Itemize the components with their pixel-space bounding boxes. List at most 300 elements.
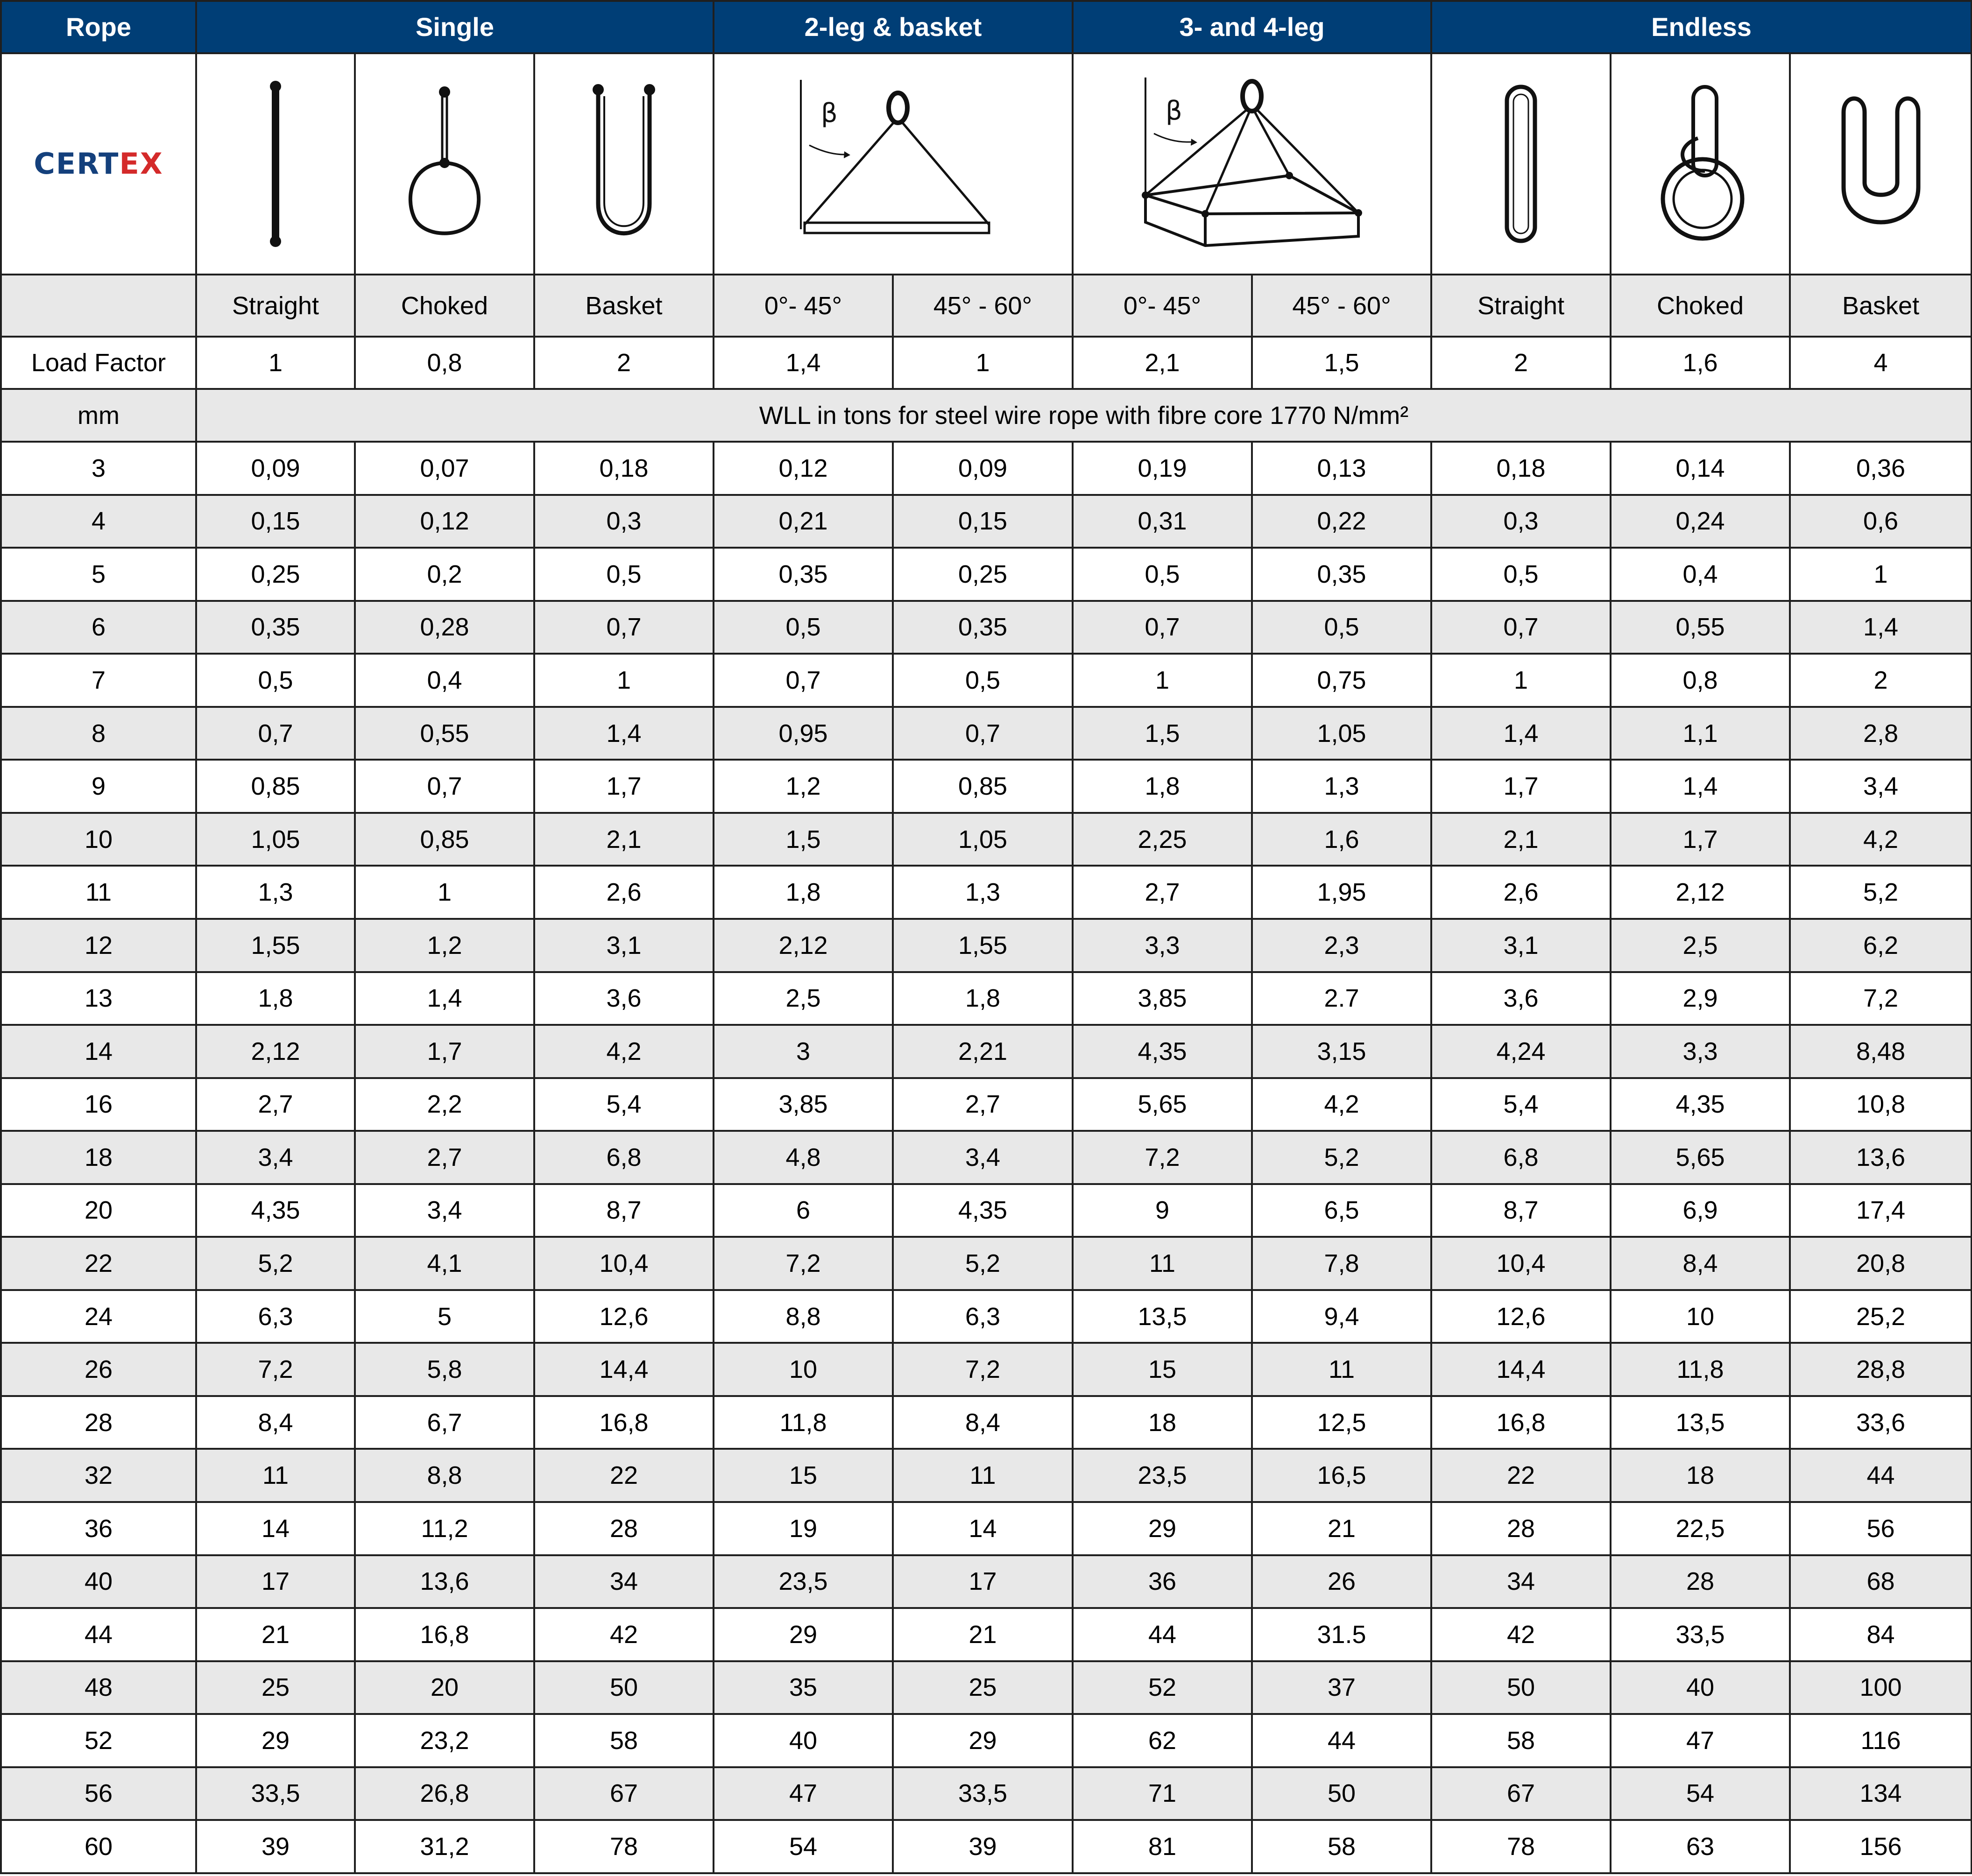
load-factor-value: 1,4: [714, 337, 893, 389]
wll-cell: 0,4: [355, 654, 534, 707]
wll-cell: 1,8: [893, 972, 1073, 1025]
straight-sling-icon: [196, 53, 355, 275]
basket-sling-icon: [534, 53, 714, 275]
wll-cell: 2,12: [714, 919, 893, 972]
wll-cell: 7,8: [1252, 1237, 1431, 1290]
wll-cell: 34: [534, 1555, 714, 1608]
wll-cell: 4,24: [1431, 1025, 1611, 1078]
wll-cell: 37: [1252, 1661, 1431, 1714]
wll-cell: 4,35: [1611, 1078, 1790, 1131]
wll-cell: 1: [534, 654, 714, 707]
wll-cell: 16,8: [1431, 1396, 1611, 1449]
rope-diameter-cell: 11: [1, 866, 196, 919]
rope-diameter-cell: 26: [1, 1343, 196, 1396]
load-factor-row: [1, 337, 1972, 389]
wll-cell: 9,4: [1252, 1290, 1431, 1343]
wll-cell: 44: [1790, 1449, 1972, 1502]
wll-cell: 0,7: [1431, 601, 1611, 654]
sublabel: 0°- 45°: [1073, 275, 1252, 337]
wll-cell: 8,8: [714, 1290, 893, 1343]
wll-cell: 42: [1431, 1608, 1611, 1661]
wll-cell: 6,3: [893, 1290, 1073, 1343]
load-factor-value: 0,8: [355, 337, 534, 389]
wll-cell: 0,12: [355, 495, 534, 548]
wll-cell: 1: [1431, 654, 1611, 707]
wll-cell: 0,2: [355, 548, 534, 601]
rope-diameter-cell: 36: [1, 1502, 196, 1555]
rope-diameter-cell: 16: [1, 1078, 196, 1131]
wll-cell: 44: [1252, 1714, 1431, 1767]
wll-cell: 4,8: [714, 1131, 893, 1184]
wll-cell: 40: [714, 1714, 893, 1767]
wll-cell: 23,2: [355, 1714, 534, 1767]
wll-cell: 2,7: [196, 1078, 355, 1131]
wll-cell: 12,6: [1431, 1290, 1611, 1343]
wll-cell: 0,12: [714, 442, 893, 495]
table-row: [1, 1343, 1972, 1396]
wll-cell: 13,5: [1611, 1396, 1790, 1449]
wll-cell: 25: [893, 1661, 1073, 1714]
wll-cell: 0,7: [196, 707, 355, 760]
wll-cell: 22: [534, 1449, 714, 1502]
wll-cell: 3: [714, 1025, 893, 1078]
wll-cell: 1,2: [714, 760, 893, 813]
wll-cell: 54: [1611, 1767, 1790, 1820]
wll-cell: 58: [1431, 1714, 1611, 1767]
wll-cell: 28: [534, 1502, 714, 1555]
wll-cell: 0,3: [1431, 495, 1611, 548]
wll-cell: 0,24: [1611, 495, 1790, 548]
wll-cell: 62: [1073, 1714, 1252, 1767]
sublabel: Choked: [1611, 275, 1790, 337]
wll-cell: 0,5: [1073, 548, 1252, 601]
wll-cell: 33,5: [893, 1767, 1073, 1820]
wll-cell: 0,35: [196, 601, 355, 654]
wll-cell: 2,12: [196, 1025, 355, 1078]
wll-cell: 50: [534, 1661, 714, 1714]
wll-cell: 2,21: [893, 1025, 1073, 1078]
table-row: [1, 760, 1972, 813]
rope-diameter-cell: 60: [1, 1820, 196, 1873]
wll-cell: 47: [1611, 1714, 1790, 1767]
wll-cell: 1: [355, 866, 534, 919]
wll-cell: 1,3: [196, 866, 355, 919]
rope-diameter-cell: 18: [1, 1131, 196, 1184]
wll-cell: 18: [1073, 1396, 1252, 1449]
wll-cell: 4,35: [893, 1184, 1073, 1237]
rope-diameter-cell: 5: [1, 548, 196, 601]
wll-cell: 0,15: [196, 495, 355, 548]
rope-diameter-cell: 40: [1, 1555, 196, 1608]
wll-cell: 33,5: [196, 1767, 355, 1820]
wll-cell: 15: [1073, 1343, 1252, 1396]
wll-cell: 1,4: [1431, 707, 1611, 760]
table-row: [1, 1396, 1972, 1449]
wll-cell: 0,7: [355, 760, 534, 813]
endless-basket-icon: [1790, 53, 1972, 275]
table-row: [1, 1714, 1972, 1767]
rope-diameter-cell: 10: [1, 813, 196, 866]
wll-cell: 0,4: [1611, 548, 1790, 601]
wll-cell: 52: [1073, 1661, 1252, 1714]
wll-cell: 0,09: [196, 442, 355, 495]
wll-cell: 1,3: [893, 866, 1073, 919]
wll-cell: 0,18: [534, 442, 714, 495]
table-row: [1, 1237, 1972, 1290]
wll-cell: 0,07: [355, 442, 534, 495]
wll-cell: 4,35: [1073, 1025, 1252, 1078]
wll-cell: 21: [196, 1608, 355, 1661]
wll-cell: 7,2: [1073, 1131, 1252, 1184]
wll-cell: 0,5: [1431, 548, 1611, 601]
wll-cell: 0,95: [714, 707, 893, 760]
table-row: [1, 548, 1972, 601]
wll-cell: 3,4: [893, 1131, 1073, 1184]
wll-cell: 1,7: [534, 760, 714, 813]
wll-cell: 1,6: [1252, 813, 1431, 866]
wll-cell: 67: [1431, 1767, 1611, 1820]
sublabel: 45° - 60°: [893, 275, 1073, 337]
wll-cell: 78: [534, 1820, 714, 1873]
wll-cell: 81: [1073, 1820, 1252, 1873]
wll-cell: 6,8: [534, 1131, 714, 1184]
wll-cell: 8,4: [196, 1396, 355, 1449]
wll-cell: 3,1: [534, 919, 714, 972]
endless-choked-icon: [1611, 53, 1790, 275]
wll-cell: 1,7: [355, 1025, 534, 1078]
sublabel-blank: [1, 275, 196, 337]
table-row: [1, 1078, 1972, 1131]
wll-cell: 22,5: [1611, 1502, 1790, 1555]
wll-cell: 33,5: [1611, 1608, 1790, 1661]
wll-cell: 2,3: [1252, 919, 1431, 972]
wll-cell: 84: [1790, 1608, 1972, 1661]
wll-cell: 1,55: [196, 919, 355, 972]
load-factor-value: 1: [196, 337, 355, 389]
wll-cell: 2.7: [1252, 972, 1431, 1025]
wll-cell: 1,8: [196, 972, 355, 1025]
wll-cell: 1,05: [1252, 707, 1431, 760]
four-leg-sling-icon: [1073, 53, 1431, 275]
wll-cell: 4,35: [196, 1184, 355, 1237]
wll-cell: 36: [1073, 1555, 1252, 1608]
wll-cell: 6,7: [355, 1396, 534, 1449]
wll-cell: 3,4: [1790, 760, 1972, 813]
rope-diameter-cell: 9: [1, 760, 196, 813]
two-leg-sling-icon: [714, 53, 1073, 275]
table-row: [1, 1820, 1972, 1873]
sublabel: 0°- 45°: [714, 275, 893, 337]
wll-cell: 3,3: [1611, 1025, 1790, 1078]
wll-cell: 2: [1790, 654, 1972, 707]
wll-cell: 11: [196, 1449, 355, 1502]
table-row: [1, 972, 1972, 1025]
wll-cell: 0,5: [1252, 601, 1431, 654]
wll-cell: 16,8: [534, 1396, 714, 1449]
wll-cell: 5,4: [1431, 1078, 1611, 1131]
wll-cell: 8,4: [893, 1396, 1073, 1449]
rope-diameter-cell: 22: [1, 1237, 196, 1290]
table-row: [1, 1502, 1972, 1555]
wll-cell: 1,1: [1611, 707, 1790, 760]
wll-cell: 0,3: [534, 495, 714, 548]
wll-cell: 1,2: [355, 919, 534, 972]
wll-cell: 2,8: [1790, 707, 1972, 760]
wll-cell: 12,5: [1252, 1396, 1431, 1449]
endless-straight-icon: [1431, 53, 1611, 275]
wll-cell: 11,8: [714, 1396, 893, 1449]
wll-cell: 29: [893, 1714, 1073, 1767]
wll-cell: 1,4: [534, 707, 714, 760]
table-row: [1, 1025, 1972, 1078]
wll-cell: 7,2: [714, 1237, 893, 1290]
wll-cell: 134: [1790, 1767, 1972, 1820]
rope-diameter-cell: 6: [1, 601, 196, 654]
header-three-four-leg: 3- and 4-leg: [1073, 1, 1431, 53]
table-row: [1, 1767, 1972, 1820]
wll-cell: 0,5: [534, 548, 714, 601]
wll-cell: 4,1: [355, 1237, 534, 1290]
rope-diameter-cell: 3: [1, 442, 196, 495]
wll-cell: 3,85: [714, 1078, 893, 1131]
wll-cell: 0,25: [196, 548, 355, 601]
load-factor-value: 2: [534, 337, 714, 389]
wll-cell: 7,2: [893, 1343, 1073, 1396]
wll-cell: 8,8: [355, 1449, 534, 1502]
wll-cell: 0,09: [893, 442, 1073, 495]
wll-cell: 21: [1252, 1502, 1431, 1555]
wll-cell: 3,4: [355, 1184, 534, 1237]
wll-cell: 0,22: [1252, 495, 1431, 548]
wll-cell: 19: [714, 1502, 893, 1555]
wll-cell: 1,8: [1073, 760, 1252, 813]
beta-label-2: β: [1166, 96, 1182, 127]
wll-cell: 4,2: [1790, 813, 1972, 866]
wll-cell: 1,7: [1611, 813, 1790, 866]
wll-cell: 13,5: [1073, 1290, 1252, 1343]
wll-cell: 1,05: [196, 813, 355, 866]
wll-cell: 2,7: [1073, 866, 1252, 919]
wll-cell: 50: [1252, 1767, 1431, 1820]
wll-cell: 26,8: [355, 1767, 534, 1820]
wll-cell: 10,8: [1790, 1078, 1972, 1131]
wll-cell: 39: [893, 1820, 1073, 1873]
rope-diameter-cell: 12: [1, 919, 196, 972]
wll-cell: 6,8: [1431, 1131, 1611, 1184]
wll-cell: 39: [196, 1820, 355, 1873]
wll-cell: 3,6: [534, 972, 714, 1025]
wll-cell: 2,2: [355, 1078, 534, 1131]
wll-cell: 0,13: [1252, 442, 1431, 495]
group-header-row: [1, 1, 1972, 53]
wll-cell: 23,5: [1073, 1449, 1252, 1502]
wll-caption: WLL in tons for steel wire rope with fibre core 1770 N/mm²: [196, 389, 1972, 442]
wll-cell: 63: [1611, 1820, 1790, 1873]
wll-cell: 42: [534, 1608, 714, 1661]
logo-cell: [1, 53, 196, 275]
wll-cell: 100: [1790, 1661, 1972, 1714]
wll-cell: 0,19: [1073, 442, 1252, 495]
table-row: [1, 442, 1972, 495]
wll-cell: 5,65: [1073, 1078, 1252, 1131]
rope-diameter-cell: 14: [1, 1025, 196, 1078]
load-factor-value: 2: [1431, 337, 1611, 389]
table-row: [1, 1131, 1972, 1184]
wll-cell: 0,6: [1790, 495, 1972, 548]
wll-cell: 0,15: [893, 495, 1073, 548]
wll-cell: 1,7: [1431, 760, 1611, 813]
wll-cell: 28,8: [1790, 1343, 1972, 1396]
wll-cell: 1,4: [1790, 601, 1972, 654]
wll-cell: 16,5: [1252, 1449, 1431, 1502]
wll-cell: 6,9: [1611, 1184, 1790, 1237]
wll-cell: 20: [355, 1661, 534, 1714]
wll-cell: 10,4: [534, 1237, 714, 1290]
wll-cell: 1,95: [1252, 866, 1431, 919]
unit-row: [1, 389, 1972, 442]
rope-diameter-cell: 13: [1, 972, 196, 1025]
wll-cell: 14,4: [1431, 1343, 1611, 1396]
wll-cell: 58: [1252, 1820, 1431, 1873]
wll-cell: 58: [534, 1714, 714, 1767]
wll-cell: 21: [893, 1608, 1073, 1661]
sublabel: Choked: [355, 275, 534, 337]
wll-cell: 28: [1431, 1502, 1611, 1555]
rope-diameter-cell: 32: [1, 1449, 196, 1502]
wll-cell: 54: [714, 1820, 893, 1873]
wll-cell: 5,2: [1252, 1131, 1431, 1184]
wll-cell: 29: [196, 1714, 355, 1767]
wll-cell: 31,2: [355, 1820, 534, 1873]
unit-label: mm: [1, 389, 196, 442]
wll-cell: 67: [534, 1767, 714, 1820]
wll-cell: 156: [1790, 1820, 1972, 1873]
choked-sling-icon: [355, 53, 534, 275]
wll-cell: 2,1: [1431, 813, 1611, 866]
table-row: [1, 495, 1972, 548]
wll-cell: 0,85: [893, 760, 1073, 813]
sublabel: Basket: [1790, 275, 1972, 337]
wll-cell: 5,65: [1611, 1131, 1790, 1184]
wll-cell: 5: [355, 1290, 534, 1343]
wll-cell: 14: [893, 1502, 1073, 1555]
rope-diameter-cell: 28: [1, 1396, 196, 1449]
wll-cell: 8,7: [1431, 1184, 1611, 1237]
wll-cell: 34: [1431, 1555, 1611, 1608]
sublabel: Straight: [196, 275, 355, 337]
wll-cell: 9: [1073, 1184, 1252, 1237]
wll-cell: 1,4: [355, 972, 534, 1025]
wll-cell: 71: [1073, 1767, 1252, 1820]
sublabel: Basket: [534, 275, 714, 337]
wll-cell: 3,6: [1431, 972, 1611, 1025]
wll-cell: 2,7: [355, 1131, 534, 1184]
wll-cell: 29: [1073, 1502, 1252, 1555]
rope-diameter-cell: 4: [1, 495, 196, 548]
wll-cell: 0,31: [1073, 495, 1252, 548]
wll-cell: 17: [196, 1555, 355, 1608]
wll-cell: 3,85: [1073, 972, 1252, 1025]
rope-diameter-cell: 8: [1, 707, 196, 760]
data-body: [1, 442, 1972, 1873]
wll-cell: 11: [893, 1449, 1073, 1502]
wll-cell: 29: [714, 1608, 893, 1661]
wll-cell: 35: [714, 1661, 893, 1714]
wll-cell: 2,1: [534, 813, 714, 866]
table-row: [1, 654, 1972, 707]
wll-cell: 10: [1611, 1290, 1790, 1343]
wll-cell: 12,6: [534, 1290, 714, 1343]
wll-cell: 0,5: [893, 654, 1073, 707]
header-endless: Endless: [1431, 1, 1972, 53]
header-single: Single: [196, 1, 714, 53]
wll-cell: 0,14: [1611, 442, 1790, 495]
wll-cell: 2,6: [534, 866, 714, 919]
wll-cell: 5,2: [1790, 866, 1972, 919]
wll-cell: 0,7: [534, 601, 714, 654]
wll-cell: 2,25: [1073, 813, 1252, 866]
wll-cell: 11,2: [355, 1502, 534, 1555]
wll-cell: 0,35: [714, 548, 893, 601]
beta-label: β: [820, 98, 838, 129]
wll-cell: 0,35: [893, 601, 1073, 654]
sublabel: 45° - 60°: [1252, 275, 1431, 337]
wll-cell: 17,4: [1790, 1184, 1972, 1237]
load-factor-value: 2,1: [1073, 337, 1252, 389]
load-factor-value: 1: [893, 337, 1073, 389]
wll-cell: 6,2: [1790, 919, 1972, 972]
wll-cell: 20,8: [1790, 1237, 1972, 1290]
wll-cell: 0,5: [196, 654, 355, 707]
wll-cell: 5,8: [355, 1343, 534, 1396]
wll-cell: 33,6: [1790, 1396, 1972, 1449]
wll-cell: 0,85: [196, 760, 355, 813]
table-row: [1, 919, 1972, 972]
wll-cell: 7,2: [1790, 972, 1972, 1025]
wll-cell: 5,2: [893, 1237, 1073, 1290]
wll-cell: 17: [893, 1555, 1073, 1608]
wll-cell: 26: [1252, 1555, 1431, 1608]
wll-cell: 0,25: [893, 548, 1073, 601]
wll-cell: 47: [714, 1767, 893, 1820]
wll-cell: 3,3: [1073, 919, 1252, 972]
load-factor-value: 1,5: [1252, 337, 1431, 389]
table-row: [1, 1449, 1972, 1502]
wll-cell: 3,15: [1252, 1025, 1431, 1078]
wll-cell: 0,5: [714, 601, 893, 654]
wll-cell: 2,12: [1611, 866, 1790, 919]
rope-diameter-cell: 7: [1, 654, 196, 707]
wll-cell: 3,4: [196, 1131, 355, 1184]
table-row: [1, 1290, 1972, 1343]
wll-cell: 28: [1611, 1555, 1790, 1608]
wll-cell: 1: [1073, 654, 1252, 707]
wll-cell: 13,6: [355, 1555, 534, 1608]
wll-cell: 18: [1611, 1449, 1790, 1502]
wll-cell: 6: [714, 1184, 893, 1237]
wll-cell: 15: [714, 1449, 893, 1502]
wll-cell: 0,7: [1073, 601, 1252, 654]
icon-row: [1, 53, 1972, 275]
wll-cell: 1,4: [1611, 760, 1790, 813]
wll-cell: 2,5: [1611, 919, 1790, 972]
table-row: [1, 1661, 1972, 1714]
wll-cell: 0,36: [1790, 442, 1972, 495]
rope-diameter-cell: 48: [1, 1661, 196, 1714]
wll-cell: 25: [196, 1661, 355, 1714]
wll-cell: 31.5: [1252, 1608, 1431, 1661]
wll-cell: 4,2: [1252, 1078, 1431, 1131]
